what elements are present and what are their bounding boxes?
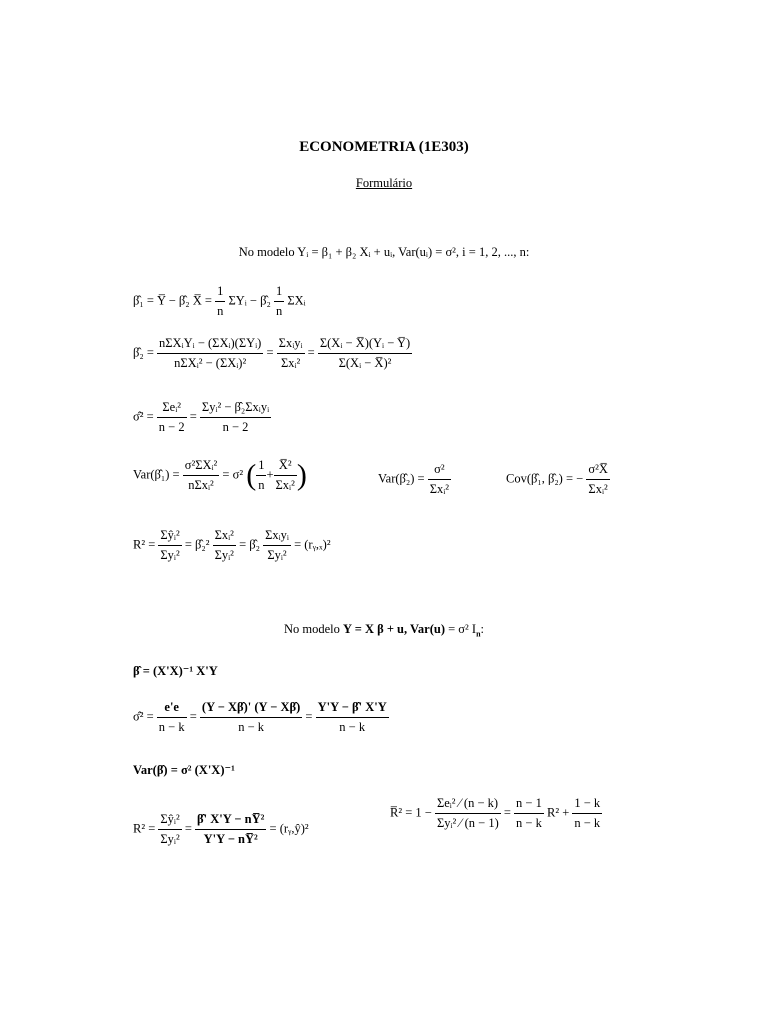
beta1-rhs: Y̅ − β̂₂ X̅ = [157, 293, 212, 308]
sigma2-formula: σ̂² = $\frac{\text{Σeᵢ²}}{n - 2}$ = $\frac{\text{Σyᵢ² − β̂₂Σxᵢyᵢ}}{n - 2}$ [133, 400, 270, 434]
var-beta1-frac: $\frac{\text{σ²ΣXᵢ²}}{\text{nΣxᵢ²}}$ [184, 458, 218, 492]
r2-simple-tail: = (rᵧ,ₓ)² [294, 537, 331, 552]
var-beta1-lhs: Var(β̂₁) = [133, 467, 180, 482]
r2-simple-frac1: $\frac{\text{Σŷᵢ²}}{\text{Σyᵢ²}}$ [160, 528, 180, 562]
cov-frac: $\frac{\text{σ²X̅}}{\text{Σxᵢ²}}$ [588, 462, 608, 496]
r2-adjusted-bigfrac: $\frac{\text{Σeᵢ² ⁄ (n − k)}}{\text{Σyᵢ² ⁄ (n − 1)}}$ [436, 796, 499, 830]
var-beta2-formula [378, 462, 451, 497]
sigma2-matrix-lhs: σ̂² = [133, 709, 154, 724]
r2-adjusted-lhs: R̅² = 1 − [390, 805, 432, 820]
r2-matrix-tail: = (rᵧ,ŷ)² [269, 821, 309, 836]
page-subtitle: Formulário [355, 176, 413, 190]
beta1-frac2: $\frac{1}{n}$ [275, 284, 283, 318]
var-beta1-sigma: = σ² [222, 467, 244, 482]
r2-simple-mid2: = β̂₂ [239, 537, 260, 552]
beta1-tail: ΣXᵢ [287, 293, 306, 308]
beta2-formula: β̂₂ = $\frac{\text{nΣXᵢYᵢ − (ΣXᵢ)(ΣYᵢ)}}{\text{nΣXᵢ² − (ΣXᵢ)²}}$ = $\frac{\text{Σxᵢyᵢ}}{\text{Σxᵢ²}}$ = $\frac{\text{Σ(Xᵢ − X̅)(Yᵢ − Y̅)}}{\text{Σ(Xᵢ − X̅)²}}$ [133, 336, 411, 370]
r2-simple-frac3: $\frac{\text{Σxᵢyᵢ}}{\text{Σyᵢ²}}$ [265, 528, 289, 562]
beta2-frac2: $\frac{\text{Σxᵢyᵢ}}{\text{Σxᵢ²}}$ [278, 336, 303, 370]
sigma2-matrix-frac1: $\frac{e'e}{n - k}$ [158, 700, 185, 734]
beta1-mid: ΣYᵢ − β̂₂ [228, 293, 271, 308]
beta-hat-formula: β̂ = (X'X)⁻¹ X'Y [133, 664, 218, 678]
beta1-frac1: $\frac{1}{n}$ [217, 284, 224, 318]
cov-lhs: Cov(β̂₁, β̂₂) = − [506, 471, 584, 486]
beta2-lhs: β̂₂ = [133, 345, 154, 360]
sigma2-frac2: $\frac{\text{Σyᵢ² − β̂₂Σxᵢyᵢ}}{n - 2}$ [201, 400, 270, 434]
r2-simple-mid: = β̂₂² [184, 537, 210, 552]
beta2-frac3: $\frac{\text{Σ(Xᵢ − X̅)(Yᵢ − Y̅)}}{\text{Σ(Xᵢ − X̅)²}}$ [319, 336, 411, 370]
var-beta2-lhs: Var(β̂₂) = [378, 471, 425, 486]
var-beta-matrix-lhs: Var(β̂) [133, 763, 168, 777]
cov-formula [506, 462, 610, 497]
matrix-model-intro: No modelo Y = X β + u, Var(u) = σ² $I_n$: [283, 622, 485, 639]
sigma2-frac1: $\frac{\text{Σeᵢ²}}{n - 2}$ [158, 400, 185, 434]
beta1-lhs: β̂₁ = [133, 293, 154, 308]
var-beta-matrix-formula [133, 762, 235, 778]
r2-simple-formula [133, 528, 331, 563]
var-beta2-frac: $\frac{\text{σ²}}{\text{Σxᵢ²}}$ [429, 462, 450, 496]
r2-adjusted-frac3: $\frac{1 - k}{n - k}$ [574, 796, 601, 830]
r2-matrix-frac2: $\frac{\text{β̂' X'Y − nY̅²}}{\text{Y'Y − nY̅²}}$ [197, 812, 265, 846]
sigma2-matrix-frac2: $\frac{(Y - X\betâ)' (Y - X\betâ)}{n - k}$ [201, 700, 301, 734]
r2-adjusted-frac2: $\frac{n - 1}{n - k}$ [516, 796, 542, 830]
sigma2-lhs: σ̂² = [133, 409, 154, 424]
r2-matrix-lhs: R² = [133, 821, 156, 836]
var-beta1-inner1: $\frac{1}{n}$ [258, 458, 265, 492]
var-beta1-formula: Var(β̂₁) = $\frac{\text{σ²ΣXᵢ²}}{\text{nΣxᵢ²}}$ = σ² ( $\frac{1}{n}$ + $\frac{\text{X̅²}}{\text{Σxᵢ²}}$ ) [133, 458, 307, 492]
r2-simple-lhs: R² = [133, 537, 156, 552]
r2-matrix-formula: R² = $\frac{\text{Σŷᵢ²}}{\text{Σyᵢ²}}$ = $\frac{\text{β̂' X'Y − nY̅²}}{\text{Y'Y − nY̅²}}$ = (rᵧ,ŷ)² [133, 812, 309, 846]
var-beta-matrix-rhs: = σ² (X'X)⁻¹ [170, 763, 235, 777]
simple-model-intro: No modelo Yᵢ = β₁ + β₂ Xᵢ + uᵢ, Var(uᵢ) = σ², i = 1, 2, ..., n: [238, 245, 530, 259]
sigma2-matrix-frac3: $\frac{Y'Y - \betâ' X'Y}{n - k}$ [317, 700, 387, 734]
r2-matrix-frac1: $\frac{\text{Σŷᵢ²}}{\text{Σyᵢ²}}$ [160, 812, 180, 846]
var-beta1-inner2: $\frac{\text{X̅²}}{\text{Σxᵢ²}}$ [275, 458, 295, 492]
sigma2-matrix-formula: σ̂² = $\frac{e'e}{n - k}$ = $\frac{(Y - X\betâ)' (Y - X\betâ)}{n - k}$ = $\frac{Y'Y - \betâ' X'Y}{n - k}$ [133, 700, 387, 734]
page-title: ECONOMETRIA (1E303) [299, 139, 469, 155]
beta1-formula [133, 284, 306, 319]
r2-adjusted-formula: R̅² = 1 − $\frac{\text{Σeᵢ² ⁄ (n − k)}}{\text{Σyᵢ² ⁄ (n − 1)}}$ = $\frac{n - 1}{n - k}$ R² + $\frac{1 - k}{n - k}$ [390, 796, 601, 830]
r2-simple-frac2: $\frac{\text{Σxᵢ²}}{\text{Σyᵢ²}}$ [214, 528, 234, 562]
beta2-frac1: $\frac{\text{nΣXᵢYᵢ − (ΣXᵢ)(ΣYᵢ)}}{\text{nΣXᵢ² − (ΣXᵢ)²}}$ [159, 336, 262, 370]
